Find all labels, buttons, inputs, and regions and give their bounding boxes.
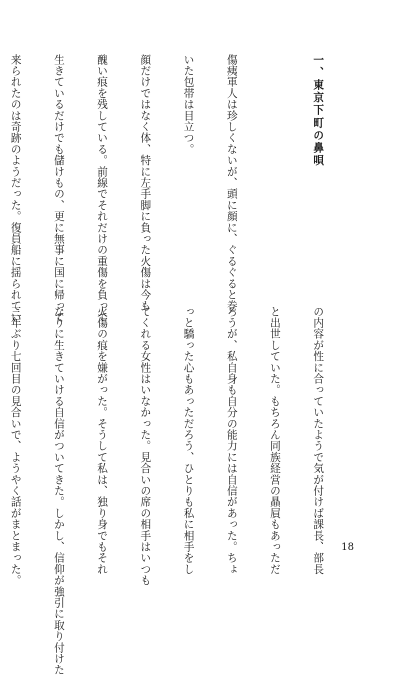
text-line: っと驕った心もあっただろう、ひとりも私に相手をし [182,306,195,575]
text-line: と出世していた。もちろん同族経営の贔屓もあっただ [268,306,281,575]
text-line: ろうが、私自身も自分の能力には自信があった。ちょ [225,306,238,575]
text-line: 火傷の痕を嫌がった。そうして私は、独り身でもそれ [96,306,109,575]
text-line: 生きているだけでも儲けもの、更に無事に国に帰って [52,54,65,323]
text-line: いた包帯は目立つ。 [182,54,195,155]
text-line: 顔だけではなく体、特に左手脚に負った火傷は今も [139,54,152,312]
page-number: 18 [341,542,354,553]
text-line: の内容が性に合っていたようで気が付けば課長、部長 [312,306,325,575]
title-gap [268,54,282,282]
text-line: 来られたのは奇跡のようだった。復員船に揺られてい [9,54,22,323]
text-line: なりに生きていける自信がついてきた。しかし、信仰が強引に取り付けた [52,306,65,676]
text-block-upper [9,54,354,323]
chapter-title: 一、東京下町の鼻唄 [312,54,325,168]
text-line: 醜い痕を残している。前線でそれだけの重傷を負って [96,54,109,323]
text-line: 傷痍軍人は珍しくないが、頭に顔に、ぐるぐると巻 [225,54,238,312]
text-line: てくれる女性はいなかった。見合いの席の相手はいつも [139,306,152,586]
text-line: 三年ぶり七回目の見合いで、ようやく話がまとまった。 [9,306,22,586]
